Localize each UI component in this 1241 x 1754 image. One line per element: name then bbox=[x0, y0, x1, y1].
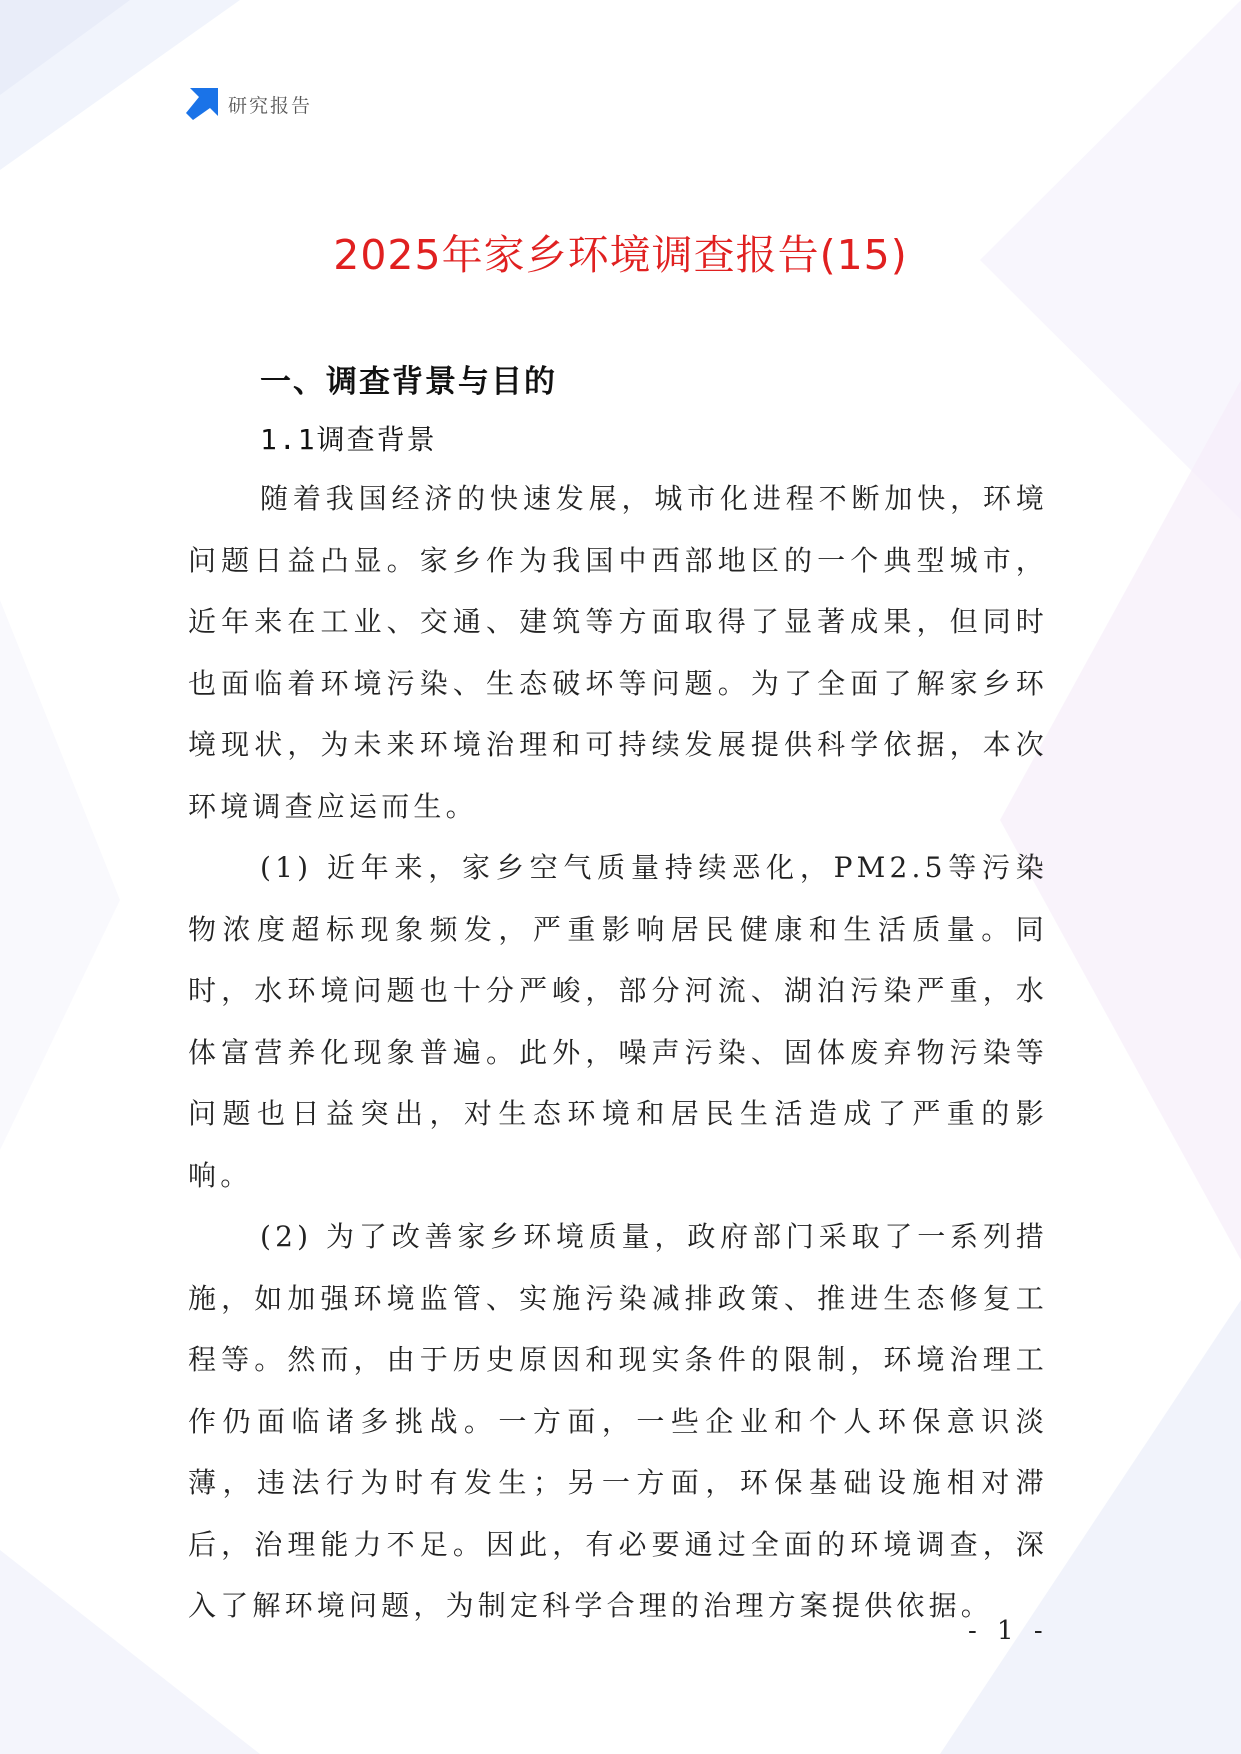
section-heading: 一、调查背景与目的 bbox=[260, 364, 557, 400]
page-number: - 1 - bbox=[968, 1616, 1049, 1646]
page-header bbox=[186, 88, 312, 120]
brand-label: 研究报告 bbox=[228, 94, 313, 117]
sub-heading: 1.1调查背景 bbox=[260, 423, 437, 456]
paragraph-background: 随着我国经济的快速发展，城市化进程不断加快，环境问题日益凸显。家乡作为我国中西部地区的一个典型城市，近年来在工业、交通、建筑等方面取得了显著成果，但同时也面临着环境污染、生态破坏等问题。为了全面了解家乡环境现状，为未来环境治理和可持续发展提供科学依据，本次环境调查应运而生。 bbox=[188, 482, 1048, 823]
body-text bbox=[188, 468, 1048, 1637]
paragraph-point-1: (1) 近年来，家乡空气质量持续恶化，PM2.5等污染物浓度超标现象频发，严重影响居民健康和生活质量。同时，水环境问题也十分严峻，部分河流、湖泊污染严重，水体富营养化现象普遍。此外，噪声污染、固体废弃物污染等问题也日益突出，对生态环境和居民生活造成了严重的影响。 bbox=[188, 851, 1048, 1192]
document-title: 2025年家乡环境调查报告(15) bbox=[333, 231, 908, 279]
arrow-up-right-icon bbox=[186, 88, 218, 120]
paragraph-point-2: (2) 为了改善家乡环境质量，政府部门采取了一系列措施，如加强环境监管、实施污染减排政策、推进生态修复工程等。然而，由于历史原因和现实条件的限制，环境治理工作仍面临诸多挑战。一方面，一些企业和个人环保意识淡薄，违法行为时有发生；另一方面，环保基础设施相对滞后，治理能力不足。因此，有必要通过全面的环境调查，深入了解环境问题，为制定科学合理的治理方案提供依据。 bbox=[188, 1220, 1048, 1622]
